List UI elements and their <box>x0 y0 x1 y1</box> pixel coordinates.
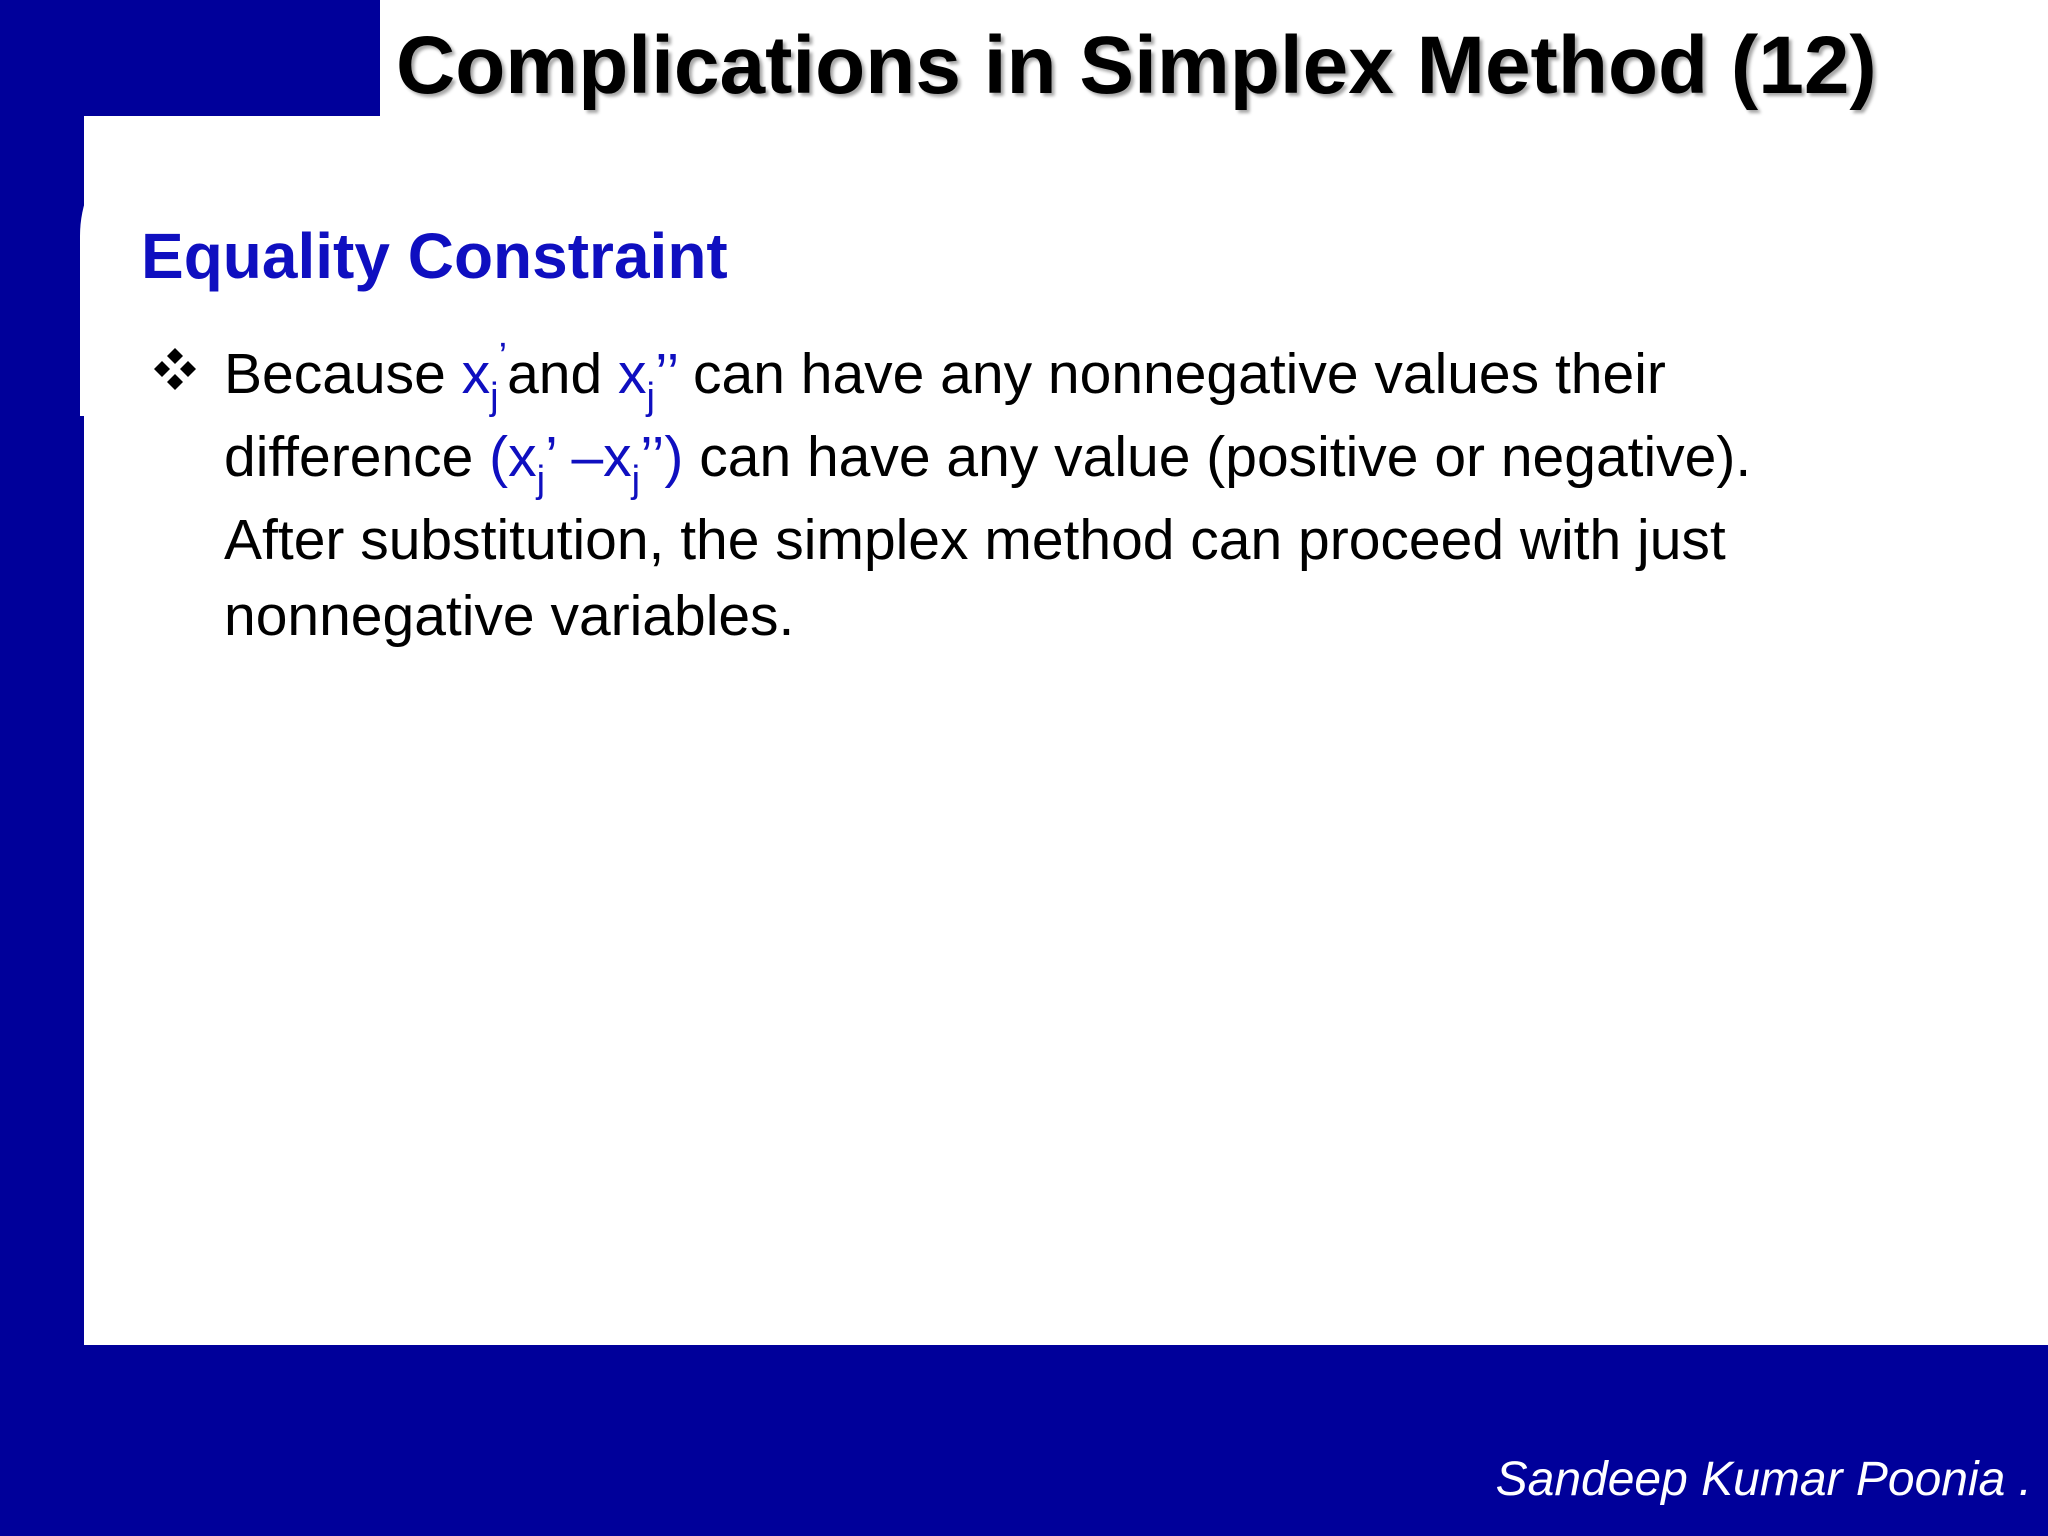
difference-expression <box>489 425 684 501</box>
var-base: x <box>461 342 491 406</box>
text-segment: can have any value (positive or negative). <box>683 425 1752 489</box>
var-subscript: j <box>646 376 655 418</box>
section-heading: Equality Constraint <box>141 220 728 292</box>
expr-subscript: j <box>631 459 641 501</box>
var-prime: ’ <box>498 336 508 378</box>
footer-author: Sandeep Kumar Poonia . <box>1495 1453 2032 1506</box>
four-diamond-bullet-icon <box>152 346 198 392</box>
expr-part: ’’) <box>640 425 684 489</box>
left-frame-bar <box>0 0 84 1536</box>
text-segment: difference <box>224 425 490 489</box>
var-prime: ’’ <box>654 342 678 406</box>
slide-title: Complications in Simplex Method (12) <box>396 20 1877 111</box>
variable-xj-double-prime <box>618 342 678 418</box>
text-segment: and <box>507 342 619 406</box>
expr-subscript: j <box>536 459 546 501</box>
bullet-line-4: nonnegative variables. <box>224 584 795 648</box>
bullet-line-3: After substitution, the simplex method can proceed with just <box>224 508 1726 572</box>
bullet-text <box>224 336 1964 654</box>
text-segment: Because <box>224 342 462 406</box>
text-segment: can have any nonnegative values their <box>677 342 1666 406</box>
expr-part: (x <box>489 425 537 489</box>
bullet-line-2 <box>224 419 1964 502</box>
bullet-line-1 <box>224 336 1964 419</box>
top-left-frame-block <box>0 0 380 116</box>
expr-part: ’ –x <box>545 425 632 489</box>
variable-xj-prime <box>461 336 508 418</box>
var-base: x <box>618 342 647 406</box>
var-subscript: j <box>490 376 499 418</box>
